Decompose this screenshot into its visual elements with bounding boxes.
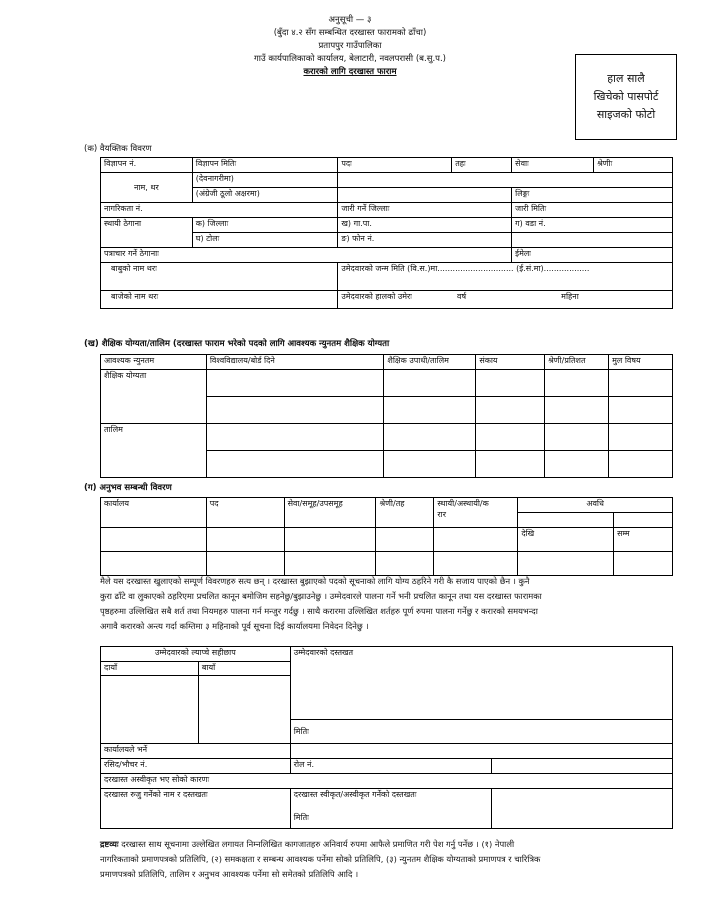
declaration-line: मैले यस दरखास्त खुलाएको सम्पूर्ण विवरणहरु सत्य छन् । दरखास्त बुझाएको पदको सूचनाको लागि योग्य ठहरिने गरी कै सजाय पाएको छैन । कुनै: [100, 576, 530, 586]
rejection-reason-label[interactable]: दरखास्त अस्वीकृत भए सोको कारणः: [101, 774, 673, 789]
table-cell[interactable]: [609, 451, 673, 478]
grade-label[interactable]: श्रेणीः: [594, 158, 673, 173]
duration-to-label: सम्म: [614, 528, 673, 552]
table-cell[interactable]: [384, 397, 476, 424]
exp-header-post: पद: [206, 498, 284, 528]
service-label[interactable]: सेवाः: [512, 158, 594, 173]
table-cell[interactable]: [206, 552, 284, 576]
approver-date-label: मितिः: [293, 813, 309, 822]
table-cell[interactable]: [101, 552, 207, 576]
phone-label[interactable]: ङ) फोन नं.: [338, 233, 512, 248]
date-label[interactable]: मितिः: [290, 720, 672, 744]
table-cell[interactable]: [384, 451, 476, 478]
table-cell[interactable]: [206, 424, 384, 451]
photo-label-line1: हाल सालै: [607, 72, 645, 85]
table-cell[interactable]: [206, 397, 384, 424]
empty-cell[interactable]: [512, 233, 673, 248]
tole-label[interactable]: घ) टोलः: [192, 233, 338, 248]
devnagari-label: (देवनागरीमा): [192, 173, 338, 188]
education-table: [100, 354, 673, 478]
duration-from-label: देखि: [518, 528, 614, 552]
table-cell[interactable]: [609, 370, 673, 397]
table-cell[interactable]: [545, 424, 609, 451]
exp-header-office: कार्यालय: [101, 498, 207, 528]
english-label: (अंग्रेजी ठूलो अक्षरमा): [192, 188, 338, 203]
gender-label[interactable]: लिङ्गः: [512, 188, 673, 203]
note-label: द्रष्टव्यः: [100, 839, 119, 849]
declaration-line: पृष्ठहरुमा उल्लिखित सबै शर्त तथा नियमहरु पालना गर्न मन्जुर गर्दछु । साथै करारमा उल्लिखित शर्तहरु पूर्ण रुपमा पालना गर्नेछु र करारको समयभन्दा: [100, 606, 538, 616]
table-cell[interactable]: [545, 397, 609, 424]
table-cell[interactable]: [518, 552, 614, 576]
receipt-no-label[interactable]: रसिद/भौचर नं.: [101, 759, 291, 774]
exp-header-service: सेवा/समूह/उपसमूह: [284, 498, 376, 528]
edu-header-degree: शैक्षिक उपाधी/तालिम: [384, 355, 476, 370]
table-cell[interactable]: [384, 370, 476, 397]
section-b-text: शैक्षिक योग्यता/तालिम (दरखास्त फाराम भरेको पदको लागि आवश्यक न्युनतम शैक्षिक योग्यता: [101, 339, 390, 349]
permanent-address-label: स्थायी ठेगाना: [101, 218, 193, 248]
table-cell[interactable]: [476, 451, 545, 478]
note-paragraph: [100, 837, 672, 882]
rural-municipality-label[interactable]: ख) गा.पा.: [338, 218, 512, 233]
table-cell[interactable]: [476, 424, 545, 451]
years-label: वर्ष: [457, 292, 467, 301]
thumbprint-label: उम्मेदवारको ल्याप्चे सहीछाप: [101, 647, 291, 662]
exp-header-level: श्रेणी/तह: [376, 498, 434, 528]
edu-header-subject: मुल विषय: [609, 355, 673, 370]
section-b-title: [84, 338, 389, 349]
table-cell[interactable]: [376, 552, 434, 576]
exp-header-type-line1: स्थायी/अस्थायी/क: [437, 499, 489, 508]
table-cell[interactable]: [518, 513, 614, 528]
edu-row-training: तालिम: [101, 424, 207, 478]
table-cell[interactable]: [434, 552, 518, 576]
edu-header-grade: श्रेणी/प्रतिशत: [545, 355, 609, 370]
experience-table: [100, 497, 673, 576]
district-label[interactable]: क) जिल्लाः: [192, 218, 338, 233]
name-english-field[interactable]: [338, 188, 512, 203]
email-label[interactable]: ईमेलः: [512, 248, 673, 263]
age-cell[interactable]: [338, 291, 673, 309]
personal-details-table: [100, 157, 673, 309]
section-c-text: अनुभव सम्बन्धी विवरण: [99, 483, 172, 493]
table-cell[interactable]: [609, 397, 673, 424]
table-cell[interactable]: [609, 424, 673, 451]
table-cell[interactable]: [384, 424, 476, 451]
father-name-label[interactable]: बाबुको नाम थरः: [101, 263, 338, 291]
table-cell[interactable]: [545, 451, 609, 478]
municipality-name: प्रतापपुर गाउँपालिका: [318, 41, 382, 51]
form-schedule-label: अनुसूची — ३: [328, 15, 372, 25]
name-label: नाम, थर: [101, 173, 193, 203]
table-cell[interactable]: [206, 451, 384, 478]
exp-header-type: [434, 498, 518, 528]
exp-header-duration: अवधि: [518, 498, 673, 513]
declaration-line: अगावै करारको अन्त्य गर्दा कम्तिमा ३ महिनाको पूर्व सूचना दिई कार्यालयमा निवेदन दिनेछु ।: [100, 621, 369, 631]
edu-header-min: आवश्यक न्युनतम: [101, 355, 207, 370]
roll-no-label[interactable]: रोल नं.: [290, 759, 491, 774]
table-cell[interactable]: [284, 552, 376, 576]
table-cell[interactable]: [476, 397, 545, 424]
level-label[interactable]: तहः: [452, 158, 512, 173]
section-c-prefix: (ग): [84, 483, 97, 493]
grandfather-name-label[interactable]: बाजेको नाम थरः: [101, 291, 338, 309]
dob-label[interactable]: उमेदवारको जन्म मिति (वि.स.)मा.............................. (ई.सं.मा)..................: [338, 263, 673, 291]
table-cell[interactable]: [491, 759, 673, 774]
table-cell[interactable]: [491, 789, 673, 829]
section-c-title: [84, 482, 172, 493]
table-cell[interactable]: [476, 370, 545, 397]
note-line: दरखास्त साथ सूचनामा उल्लेखित लगायत निम्नलिखित कागजातहरु अनिवार्य रुपमा आफैले प्रमाणित गरी पेश गर्नु पर्नेछ । (१) नेपाली: [118, 839, 515, 849]
note-line: प्रमाणपत्रको प्रतिलिपि, तालिम र अनुभव आवश्यक पर्नेमा सो समेतको प्रतिलिपि आदि ।: [100, 869, 359, 879]
vigyapan-date-label[interactable]: विज्ञापन मितिः: [192, 158, 338, 173]
table-cell[interactable]: [376, 528, 434, 552]
edu-row-qualification: शैक्षिक योग्यता: [101, 370, 207, 424]
table-cell[interactable]: [614, 513, 673, 528]
name-devnagari-field[interactable]: [338, 173, 673, 188]
approver-cell[interactable]: [290, 789, 491, 829]
photo-label-line2: खिचेको पासपोर्ट: [593, 90, 659, 103]
declaration-paragraph: [100, 574, 672, 634]
table-cell[interactable]: [545, 370, 609, 397]
signature-table: [100, 646, 673, 829]
page-title: करारको लागि दरखास्त फाराम: [303, 67, 397, 77]
office-address: गाउँ कार्यपालिकाको कार्यालय, बेलाटारी, नवलपरासी (ब.सु.प.): [253, 54, 447, 64]
photo-label-line3: साइजको फोटो: [596, 108, 656, 121]
issue-date-label[interactable]: जारी मितिः: [512, 203, 673, 218]
citizenship-no-label[interactable]: नागरिकता नं.: [101, 203, 338, 218]
approver-label: दरखास्त स्वीकृत/अस्वीकृत गर्नेको दस्तखतः: [293, 790, 417, 799]
applicant-signature-label: उम्मेदवारको दस्तखत: [293, 648, 354, 657]
table-cell[interactable]: [614, 552, 673, 576]
form-subtitle: (बुँदा ४.२ सँग सम्बन्धित दरखास्त फारामको ढाँचा): [273, 28, 427, 38]
edu-header-board: विश्वविद्यालय/बोर्ड दिने: [206, 355, 384, 370]
photo-box: [575, 54, 677, 140]
right-thumb-label: दायाँ: [101, 662, 199, 676]
post-label[interactable]: पदः: [338, 158, 452, 173]
verifier-label[interactable]: दरखास्त रुजु गर्नेको नाम र दस्तखतः: [101, 789, 291, 829]
note-line: नागरिकताको प्रमाणपत्रको प्रतिलिपि, (२) समकक्षता र सम्बन्ध आवश्यक पर्नेमा सोको प्रतिलिपि, (३) न्युनतम शैक्षिक योग्यताको प्रमाणपत्र र चारित्रिक: [100, 854, 541, 864]
right-thumb-box[interactable]: [101, 676, 199, 744]
vigyapan-no-label[interactable]: विज्ञापन नं.: [101, 158, 193, 173]
table-cell[interactable]: [206, 370, 384, 397]
left-thumb-label: बायाँ: [198, 662, 290, 676]
table-cell[interactable]: [101, 528, 207, 552]
declaration-line: कुरा ढाँटे वा लुकाएको ठहरिएमा प्रचलित कानून बमोजिम सहनेछु/बुझाउनेछु । उम्मेदवारले पालना गर्ने भनी प्रचलित कानून तथा यस दरखास्त फारामका: [100, 591, 542, 601]
edu-header-faculty: संकाय: [476, 355, 545, 370]
table-cell[interactable]: [434, 528, 518, 552]
months-label: महिना: [561, 292, 579, 301]
applicant-signature-cell[interactable]: [290, 647, 672, 720]
issue-district-label[interactable]: जारी गर्ने जिल्लाः: [338, 203, 512, 218]
section-b-prefix: (ख): [84, 339, 99, 349]
ward-no-label[interactable]: ग) वडा नं.: [512, 218, 673, 233]
age-label: उमेदवारको हालको उमेरः: [341, 292, 412, 301]
correspondence-address-label[interactable]: पत्राचार गर्ने ठेगानाः: [101, 248, 512, 263]
exp-header-type-line2: रार: [437, 510, 447, 519]
section-a-title: (क) वैयक्तिक विवरण: [84, 144, 152, 154]
office-use-label: कार्यालयले भर्ने: [101, 744, 291, 759]
left-thumb-box[interactable]: [198, 676, 290, 744]
table-cell[interactable]: [206, 528, 284, 552]
empty-cell: [290, 744, 672, 759]
table-cell[interactable]: [284, 528, 376, 552]
